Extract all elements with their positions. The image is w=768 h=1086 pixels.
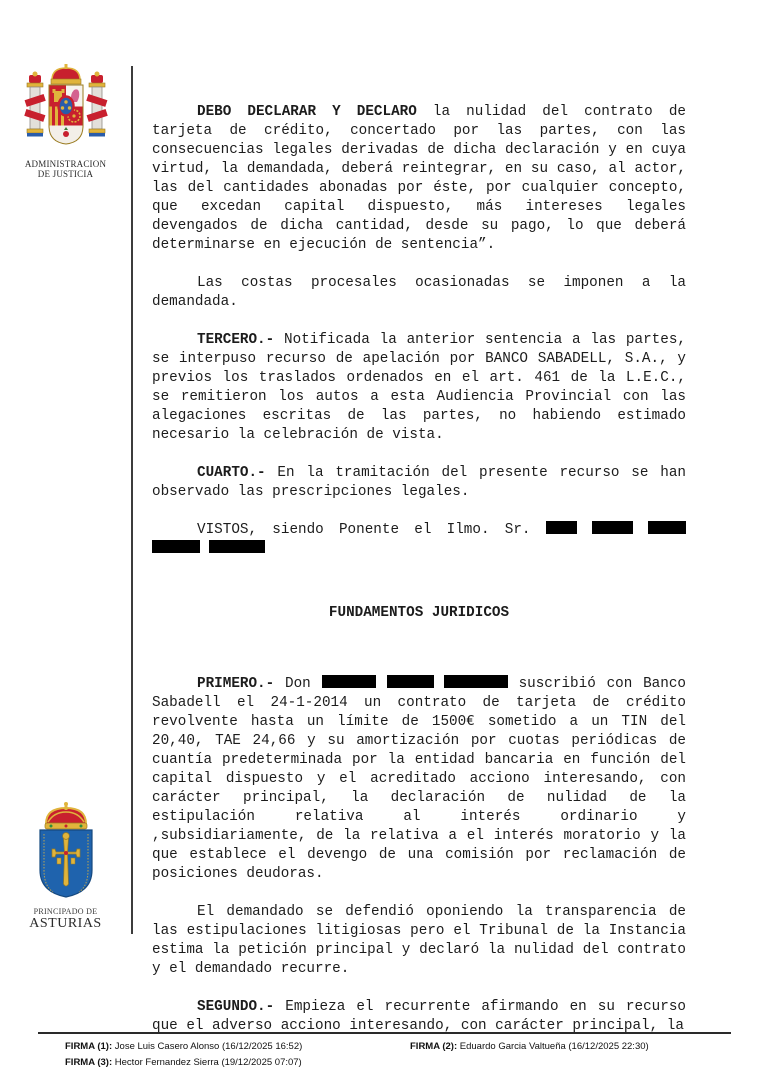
redaction-block xyxy=(322,675,377,688)
vertical-divider xyxy=(131,66,133,934)
body-text: En la tramitación del presente recurso se han observado las prescripciones legales. xyxy=(152,465,686,500)
signature-entry xyxy=(65,1040,410,1054)
paragraph xyxy=(152,675,686,884)
bold-text: SEGUNDO.- xyxy=(197,999,275,1015)
bold-text: TERCERO.- xyxy=(197,332,275,348)
justice-administration-emblem xyxy=(0,64,131,180)
admin-justicia-label xyxy=(0,159,131,180)
body-text: la nulidad del contrato de tarjeta de crédito, concertado por las partes, con las consecuencias legales derivadas de dicha declaración y en cuya virtud, la demandada, deberá reintegrar, en su caso, al actor, las del cantidades abonadas por éste, por cualquier concepto, que excedan capital dispuesto, más intereses legales devengados de dicha cantidad, desde su pago, lo que deberá determinarse en ejecución de sentencia”. xyxy=(152,104,686,253)
body-text xyxy=(200,541,209,557)
body-text xyxy=(434,676,445,692)
signature-value: Jose Luis Casero Alonso (16/12/2025 16:52) xyxy=(114,1041,303,1052)
signature-label: FIRMA (2): xyxy=(410,1041,460,1052)
section-heading xyxy=(152,604,686,623)
paragraph xyxy=(152,998,686,1036)
redaction-block xyxy=(592,521,633,534)
paragraph xyxy=(152,103,686,255)
signature-entry xyxy=(410,1040,725,1054)
body-text: Notificada la anterior sentencia a las partes, se interpuso recurso de apelación por BANCO SABADELL, S.A., y previos los traslados ordenados en el art. 461 de la L.E.C., se remitieron los autos a esta Audiencia Provincial con las alegaciones escritas de las partes, no habiendo estimado necesario la celebración de vista. xyxy=(152,332,686,443)
body-text: Don xyxy=(274,676,322,692)
redaction-block xyxy=(152,540,200,553)
paragraph xyxy=(152,331,686,445)
redaction-block xyxy=(546,521,577,534)
body-text xyxy=(633,522,648,538)
footer-divider xyxy=(38,1032,731,1034)
signature-value: Eduardo Garcia Valtueña (16/12/2025 22:30) xyxy=(459,1041,649,1052)
paragraph xyxy=(152,521,686,559)
admin-justicia-label-line2: DE JUSTICIA xyxy=(37,169,94,180)
signature-label: FIRMA (1): xyxy=(65,1041,115,1052)
paragraph xyxy=(152,903,686,979)
bold-text: PRIMERO.- xyxy=(197,676,275,692)
redaction-block xyxy=(209,540,266,553)
principado-label-line2: ASTURIAS xyxy=(29,916,102,932)
body-text: VISTOS, siendo Ponente el Ilmo. Sr. xyxy=(197,522,546,538)
redaction-block xyxy=(387,675,433,688)
body-text xyxy=(376,676,387,692)
signature-label: FIRMA (3): xyxy=(65,1057,115,1068)
principado-label-line1: PRINCIPADO DE xyxy=(33,907,98,916)
asturias-emblem xyxy=(0,800,131,932)
bold-text: FUNDAMENTOS JURIDICOS xyxy=(328,605,510,621)
judgment-text xyxy=(152,103,686,1036)
body-text: Empieza el recurrente afirmando en su recurso que el adverso acciono interesando, con carácter principal, la xyxy=(152,999,686,1034)
asturias-coat-of-arms-icon xyxy=(20,800,112,900)
principado-asturias-label xyxy=(0,907,131,932)
body-text: El demandado se defendió oponiendo la transparencia de las estipulaciones litigiosas pero el Tribunal de la Instancia estima la petición principal y declaró la nulidad del contrato y el demandado recurre. xyxy=(152,904,686,977)
redaction-block xyxy=(648,521,686,534)
admin-justicia-label-line1: ADMINISTRACION xyxy=(24,159,107,169)
body-text: suscribió con Banco Sabadell el 24-1-2014 un contrato de tarjeta de crédito revolvente hasta un límite de 1500€ sometido a un TIN del 20,40, TAE 24,66 y su amortización por cuotas periódicas de cuantía predeterminada por la entidad bancaria en función del capital dispuesto y el acreditado acciono interesando, con carácter principal, la declaración de nulidad de la estipulación relativa al interés ordinario y ,subsidiariamente, de la relativa a el interés moratorio y la que establece el devengo de una comisión por reclamación de posiciones deudoras. xyxy=(152,676,686,882)
body-text xyxy=(577,522,592,538)
paragraph xyxy=(152,464,686,502)
left-margin xyxy=(0,0,131,1086)
bold-text: DEBO DECLARAR Y DECLARO xyxy=(197,104,417,120)
signature-entry xyxy=(65,1056,410,1070)
body-text: Las costas procesales ocasionadas se imponen a la demandada. xyxy=(152,275,686,310)
redaction-block xyxy=(444,675,507,688)
signature-value: Hector Fernandez Sierra (19/12/2025 07:07) xyxy=(114,1057,302,1068)
paragraph xyxy=(152,274,686,312)
signature-footer xyxy=(65,1040,725,1070)
bold-text: CUARTO.- xyxy=(197,465,266,481)
spain-coat-of-arms-icon xyxy=(21,64,111,152)
